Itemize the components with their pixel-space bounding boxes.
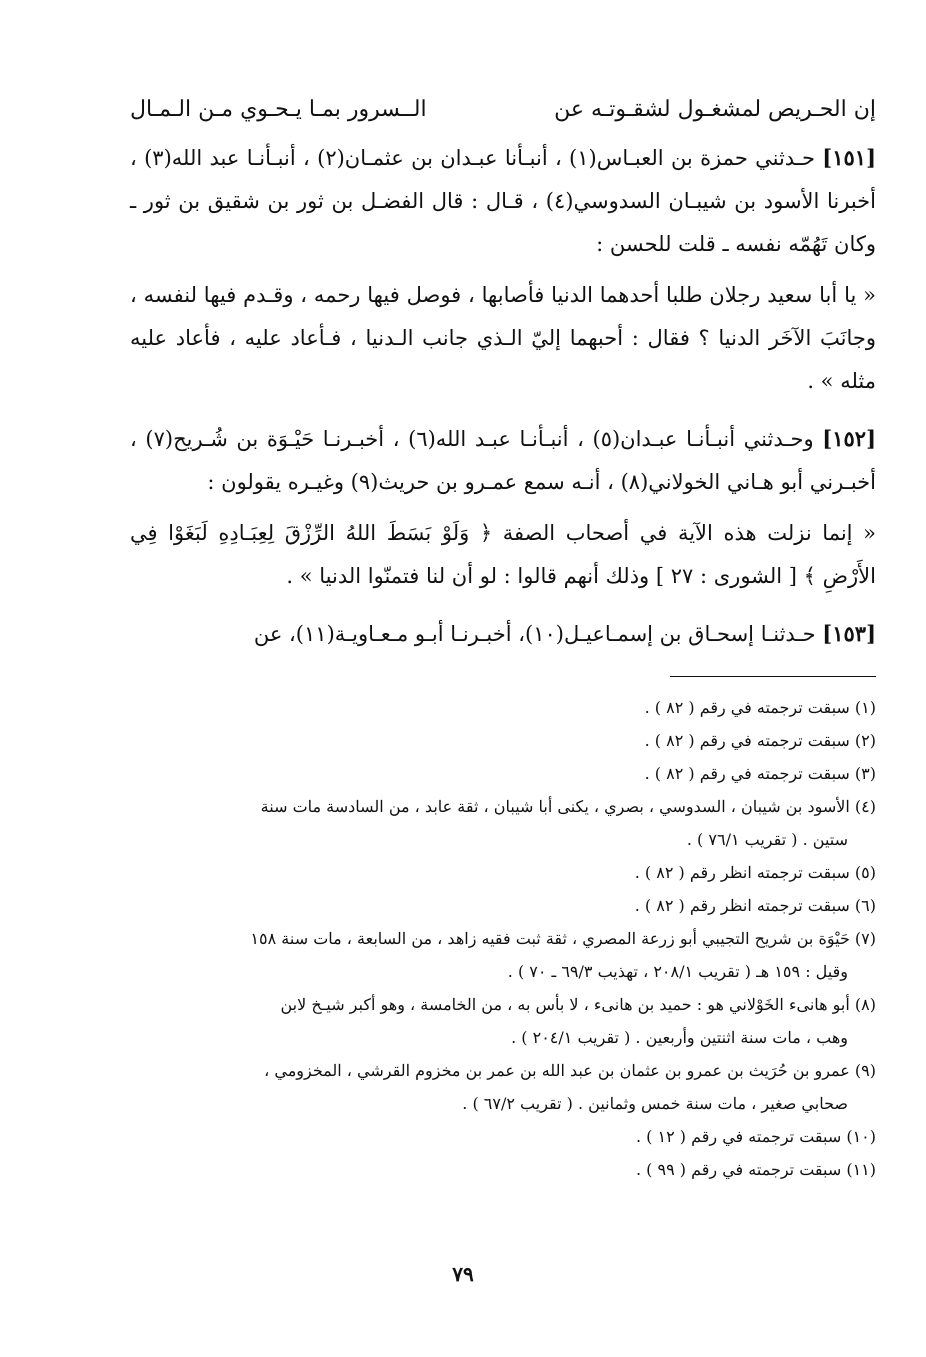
footnote-8: [130, 988, 876, 1054]
poetry-verse: [130, 86, 876, 134]
verse-second-hemistich: الــسرور بمـا يـحـوي مـن الـمـال: [130, 97, 427, 122]
narration-number: [١٥٢]: [822, 426, 876, 451]
main-text: [130, 86, 876, 656]
page-number: ٧٩: [452, 1262, 474, 1286]
paragraph-153: [130, 612, 876, 656]
footnote-line: (٧) حَيْوَة بن شريح التجيبي أبو زرعة المصري ، ثقة ثبت فقيه زاهد ، من السابعة ، مات سنة ١٥٨: [250, 929, 876, 948]
narration-number: [١٥٣]: [822, 621, 876, 646]
paragraph-text: حـدثني حمزة بن العبـاس(١) ، أنبـأنا عبـدان بن عثمـان(٢) ، أنبـأنـا عبد الله(٣) ، أخبرنا الأسود بن شيبـان السدوسي(٤) ، قـال : قال الفضـل بن ثور بن شقيق بن ثور ـ وكان تَهُمّه نفسه ـ قلت للحسن :: [130, 146, 876, 256]
footnote-line: (٦) سبقت ترجمته انظر رقم ( ٨٢ ) .: [634, 896, 876, 915]
footnote-line: (٨) أبو هانىء الخَوْلاني هو : حميد بن هانىء ، لا بأس به ، من الخامسة ، وهو أكبر شيـخ لابن: [280, 995, 876, 1014]
footnote-continuation: ستين . ( تقريب ٧٦/١ ) .: [686, 830, 848, 849]
footnote-1: [130, 691, 876, 724]
footnote-2: [130, 724, 876, 757]
quote-text: « يا أبا سعيد رجلان طلبا أحدهما الدنيا فأصابها ، فوصل فيها رحمه ، وقـدم فيها لنفسه ، وجانَبَ الآخَر الدنيا ؟ فقال : أحبهما إليّ الـذي جانب الـدنيا ، فـأعاد عليه ، فأعاد عليه مثله » .: [130, 283, 876, 393]
paragraph-text: حـدثنـا إسحـاق بن إسمـاعيـل(١٠)، أخبـرنـا أبـو مـعـاويـة(١١)، عن: [253, 622, 816, 646]
footnote-line: (٩) عمرو بن حُرَيث بن عمرو بن عثمان بن عبد الله بن عمر بن مخزوم القرشي ، المخزومي ،: [264, 1061, 876, 1080]
narration-number: [١٥١]: [822, 145, 877, 170]
footnote-line: (٣) سبقت ترجمته في رقم ( ٨٢ ) .: [644, 764, 876, 783]
footnote-3: [130, 757, 876, 790]
footnote-10: [130, 1120, 876, 1153]
footnote-line: (٥) سبقت ترجمته انظر رقم ( ٨٢ ) .: [634, 863, 876, 882]
footnote-line: (١) سبقت ترجمته في رقم ( ٨٢ ) .: [644, 698, 876, 717]
footnote-line: (٢) سبقت ترجمته في رقم ( ٨٢ ) .: [644, 731, 876, 750]
paragraph-text: وحـدثني أنبـأنـا عبـدان(٥) ، أنبـأنـا عبـد الله(٦) ، أخبـرنـا حَيْـوَة بن شُـريح(٧) ، أخبـرني أبو هـاني الخولاني(٨) ، أنـه سمع عمـرو بن حريث(٩) وغيـره يقولون :: [130, 427, 876, 494]
footnote-7: [130, 922, 876, 988]
footnote-line: (١١) سبقت ترجمته في رقم ( ٩٩ ) .: [636, 1160, 876, 1179]
quote-text: « إنما نزلت هذه الآية في أصحاب الصفة ﴿ وَلَوْ بَسَطَ اللهُ الرِّزْقَ لِعِبَـادِهِ لَبَغَوْا فِي الأَرْضِ ﴾ [ الشورى : ٢٧ ] وذلك أنهم قالوا : لو أن لنا فتمنّوا الدنيا » .: [130, 521, 876, 588]
footnote-separator: [670, 676, 876, 677]
quote-152: [130, 512, 876, 598]
footnote-4: [130, 790, 876, 856]
verse-first-hemistich: إن الحـريص لمشغـول لشقـوتـه عن: [554, 97, 876, 122]
footnote-5: [130, 856, 876, 889]
paragraph-151: [130, 136, 876, 266]
footnote-6: [130, 889, 876, 922]
footnote-line: (٤) الأسود بن شيبان ، السدوسي ، بصري ، يكنى أبا شيبان ، ثقة عابد ، من السادسة مات سنة: [260, 797, 876, 816]
footnote-continuation: وقيل : ١٥٩ هـ ( تقريب ٢٠٨/١ ، تهذيب ٦٩/٣ ـ ٧٠ ) .: [507, 962, 848, 981]
footnote-continuation: وهب ، مات سنة اثنتين وأربعين . ( تقريب ٢٠٤/١ ) .: [511, 1028, 848, 1047]
quote-151: [130, 274, 876, 403]
footnotes: [130, 691, 876, 1186]
paragraph-152: [130, 417, 876, 504]
footnote-line: (١٠) سبقت ترجمته في رقم ( ١٢ ) .: [636, 1127, 876, 1146]
footnote-9: [130, 1054, 876, 1120]
footnote-continuation: صحابي صغير ، مات سنة خمس وثمانين . ( تقريب ٦٧/٢ ) .: [462, 1094, 848, 1113]
footnote-11: [130, 1153, 876, 1186]
